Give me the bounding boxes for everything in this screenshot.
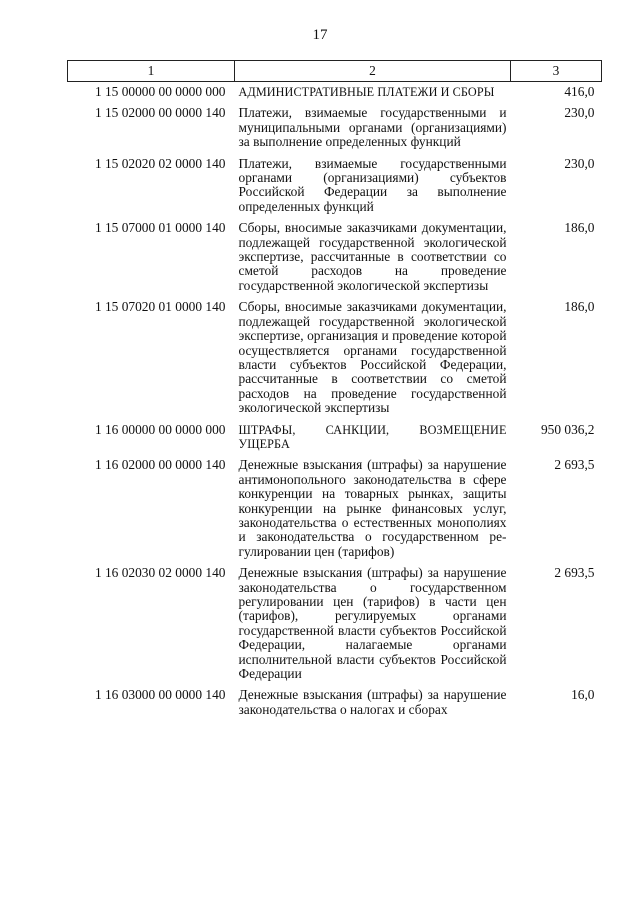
revenue-code: 1 16 02030 02 0000 140: [94, 565, 226, 581]
table-row: [68, 456, 602, 564]
table-row: [68, 82, 602, 105]
revenue-name: ШТРАФЫ, САНКЦИИ, ВОЗМЕЩЕНИЕ УЩЕРБА: [238, 422, 507, 451]
revenue-name: Сборы, вносимые заказчиками документации, подлежащей государственной экологической экспертизе, организация и проведение которой осуществляется органами государственной власти субъектов Российской Федерации, рассчитанные в соответствии со сметой расходов на проведение государственной экологической экспертизы: [238, 299, 507, 416]
revenue-amount: 186,0: [564, 299, 595, 315]
column-header-name: 2: [235, 61, 511, 82]
revenue-code: 1 16 00000 00 0000 000: [94, 421, 226, 437]
table-row: [68, 298, 602, 420]
revenue-name: Денежные взыскания (штрафы) за нарушение антимонопольного законодательства в сфере конкуренции на товарных рынках, защиты конкуренции на рынке финансовых услуг, законодательства о естественных монополиях и законодательства о государственном регулировании цен (тарифов): [238, 457, 507, 559]
revenue-name: АДМИНИСТРАТИВНЫЕ ПЛАТЕЖИ И СБОРЫ: [238, 85, 495, 99]
table-row: [68, 155, 602, 220]
revenue-amount: 186,0: [564, 220, 595, 236]
revenue-code: 1 16 02000 00 0000 140: [94, 457, 226, 473]
revenue-amount: 416,0: [564, 84, 595, 99]
table-row: [68, 686, 602, 722]
revenue-amount: 230,0: [564, 105, 595, 121]
revenue-name: Сборы, вносимые заказчиками документации, подлежащей государственной экологической экспертизе, рассчитанные в соответствии со сметой расходов на проведение государственной экологической экспертизы: [238, 220, 507, 293]
revenue-amount: 950 036,2: [540, 421, 595, 437]
column-header-code: 1: [68, 61, 235, 82]
table-row: [68, 421, 602, 457]
revenue-amount: 2 693,5: [554, 457, 595, 473]
table-header-row: [68, 61, 602, 82]
revenue-name: Денежные взыскания (штрафы) за нарушение законодательства о налогах и сборах: [238, 687, 507, 717]
revenue-amount: 16,0: [571, 687, 595, 703]
table-row: [68, 564, 602, 686]
revenue-name: Платежи, взимаемые государственными и муниципальными органами (организациями) за выполнение определенных функций: [238, 105, 507, 150]
revenue-code: 1 15 07000 01 0000 140: [94, 220, 226, 236]
revenue-code: 1 15 02020 02 0000 140: [94, 155, 226, 171]
budget-revenue-table: [67, 60, 602, 722]
revenue-code: 1 16 03000 00 0000 140: [94, 687, 226, 703]
column-header-amount: 3: [511, 61, 602, 82]
revenue-code: 1 15 07020 01 0000 140: [94, 299, 226, 315]
revenue-amount: 230,0: [564, 155, 595, 171]
revenue-name: Денежные взыскания (штрафы) за нарушение законодательства о государственном регулировании цен (тарифов) в части цен (тарифов), регулируемых органами государственной власти субъектов Российской Федерации, налагаемые органами исполнительной власти субъектов Российской Федерации: [238, 565, 507, 682]
revenue-code: 1 15 02000 00 0000 140: [94, 105, 226, 121]
revenue-name: Платежи, взимаемые государственными органами (организациями) субъектов Российской Федерации за выполнение определенных функций: [238, 155, 507, 214]
table-row: [68, 104, 602, 154]
revenue-amount: 2 693,5: [554, 565, 595, 581]
page-number: 17: [312, 27, 328, 43]
table-row: [68, 219, 602, 298]
revenue-code: 1 15 00000 00 0000 000: [94, 84, 226, 99]
